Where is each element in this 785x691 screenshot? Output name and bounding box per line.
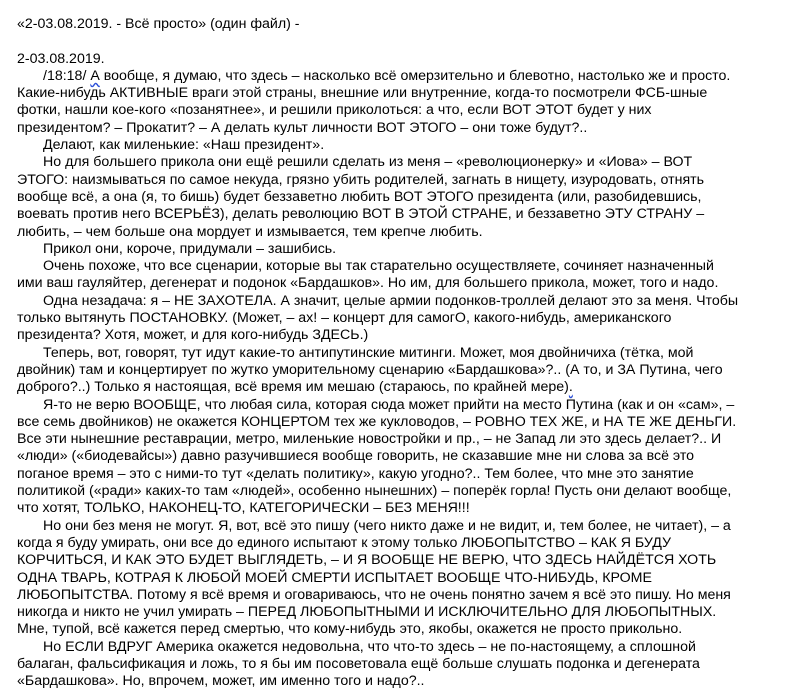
paragraph <box>17 154 775 240</box>
text-line: президентом? – Прокатит? – А делать культ личности ВОТ ЭТОГО – они тоже будут?.. <box>17 119 588 136</box>
text-line: Но для большего прикола они ещё решили сделать из меня – «революционерку» и «Иова» – ВОТ <box>43 154 693 171</box>
paragraph <box>17 258 775 293</box>
text-line: Какие-нибудь АКТИВНЫЕ враги этой страны, внешние или внутренние, когда-то посмотрели ФСБ-шные <box>17 85 708 102</box>
document-title: «2-03.08.2019. - Всё просто» (один файл) - <box>17 16 300 32</box>
paragraph <box>17 397 775 518</box>
text-line <box>17 379 775 396</box>
text-line: Мне, тупой, всё кажется перед смертью, что кому-нибудь это, якобы, окажется не просто прикольно. <box>17 621 683 638</box>
spellcheck-marked-text: А <box>90 67 100 84</box>
text-line: двойник) там и концертирует по жутко уморительному сценарию «Бардашкова»?.. (А то, и ЗА Путина, чего <box>17 361 723 378</box>
text-line: ЛЮБОПЫТСТВА. Потому я всё время и оговариваюсь, что не очень понятно зачем я всё это пишу. Но меня <box>17 586 731 603</box>
text-line: ОДНА ТВАРЬ, КОТРАЯ К ЛЮБОЙ МОЕЙ СМЕРТИ ИСПЫТАЕТ ВООБЩЕ ЧТО-НИБУДЬ, КРОМЕ <box>17 569 652 586</box>
paragraph <box>17 345 775 397</box>
text-line: Прикол они, короче, придумали – зашибись. <box>43 240 337 257</box>
document-date: 2-03.08.2019. <box>17 50 105 67</box>
paragraph <box>17 518 775 639</box>
text-line: политикой («ради» каких-то там «людей», особенно нынешних) – поперёк горла! Пусть они делают вообще, <box>17 483 732 500</box>
text-line: Делают, как миленькие: «Наш президент». <box>43 137 325 154</box>
text-line: «Бардашкова». Но, впрочем, может, им именно того и надо?.. <box>17 673 425 690</box>
document-body <box>17 68 775 691</box>
paragraph <box>17 639 775 691</box>
text-line: все семь двойников) не окажется КОНЦЕРТОМ тех же кукловодов, – РОВНО ТЕХ ЖЕ, и НА ТЕ ЖЕ ДЕНЬГИ. <box>17 413 737 430</box>
text-line: никогда и никто не учил умирать – ПЕРЕД ЛЮБОПЫТНЫМИ И ИСКЛЮЧИТЕЛЬНО ДЛЯ ЛЮБОПЫТНЫХ. <box>17 604 717 621</box>
text-run: доброго?..) Только я настоящая, всё время им мешаю (стараюсь, по крайней мере) <box>17 379 569 396</box>
text-line: Но они без меня не могут. Я, вот, всё это пишу (чего никто даже и не видит, и, тем более, не читает), – а <box>43 517 731 534</box>
text-line: Очень похоже, что все сценарии, которые вы так старательно осуществляете, сочиняет назначенный <box>43 258 714 275</box>
text-line: Все эти нынешние реставрации, метро, миленькие новостройки и пр., – не Запад ли это здесь делает?.. И <box>17 431 722 448</box>
text-line: фотки, нашли кое-кого «позанятнее», и решили приколоться: а что, если ВОТ ЭТОТ будет у них <box>17 102 652 119</box>
document-page <box>17 0 775 691</box>
blank-line <box>17 33 775 50</box>
paragraph <box>17 137 775 154</box>
text-line <box>17 68 775 85</box>
text-line: ими ваш гауляйтер, дегенерат и подонок «Бардашков». Но им, для большего прикола, может, того и надо. <box>17 275 719 292</box>
text-line: только вытянуть ПОСТАНОВКУ. (Может, – ах! – концерт для самогО, какого-нибудь, американского <box>17 310 672 327</box>
text-line: президента? Хотя, может, и для кого-нибудь ЗДЕСЬ.) <box>17 327 369 344</box>
paragraph <box>17 241 775 258</box>
text-line: воевать против него ВСЕРЬЁЗ), делать революцию ВОТ В ЭТОЙ СТРАНЕ, и беззаветно ЭТУ СТРАНУ – <box>17 206 705 223</box>
text-line: любить, – чем больше она мордует и измывается, тем крепче любить. <box>17 223 483 240</box>
text-line: КОРЧИТЬСЯ, И КАК ЭТО БУДЕТ ВЫГЛЯДЕТЬ, – И Я ВООБЩЕ НЕ ВЕРЮ, ЧТО ЗДЕСЬ НАЙДЁТСЯ ХОТЬ <box>17 552 717 569</box>
text-line: когда я буду умирать, они все до единого испытают к этому только ЛЮБОПЫТСТВО – КАК Я БУДУ <box>17 534 672 551</box>
text-run: /18:18/ <box>43 67 91 84</box>
paragraph <box>17 293 775 345</box>
text-line: что хотят, ТОЛЬКО, НАКОНЕЦ-ТО, КАТЕГОРИЧЕСКИ – БЕЗ МЕНЯ!!! <box>17 500 470 517</box>
text-line: «люди» («биодевайсы») давно разучившиеся вообще говорить, не сказавшие мне ни слова за всё это <box>17 448 695 465</box>
text-line: Но ЕСЛИ ВДРУГ Америка окажется недовольна, что что-то здесь – не по-настоящему, а сплошной <box>43 638 696 655</box>
paragraph <box>17 68 775 137</box>
text-line: Я-то не верю ВООБЩЕ, что любая сила, которая сюда может прийти на место Путина (как и он «сам», – <box>43 396 735 413</box>
text-line: балаган, фальсификация и ложь, то я бы им посоветовала ещё больше слушать подонка и дегенерата <box>17 655 700 672</box>
text-line: вообще всё, а она (я, то бишь) будет беззаветно любить ВОТ ЭТОГО президента (или, разобидевшись, <box>17 188 702 205</box>
text-line: ЭТОГО: наизмываться по самое некуда, грязно убить родителей, загнать в нищету, изуродовать, отнять <box>17 171 705 188</box>
text-line: Одна незадача: я – НЕ ЗАХОТЕЛА. А значит, целые армии подонков-троллей делают это за меня. Чтобы <box>43 292 739 309</box>
text-line: поганое время – это с ними-то тут «делать политику», какую угодно?.. Тем более, что мне это занятие <box>17 465 694 482</box>
text-line: Теперь, вот, говорят, тут идут какие-то антипутинские митинги. Может, моя двойничиха (тётка, мой <box>43 344 694 361</box>
spellcheck-marked-text: . <box>568 379 573 396</box>
text-run: вообще, я думаю, что здесь – насколько всё омерзительно и блевотно, настолько же и просто. <box>99 67 731 84</box>
